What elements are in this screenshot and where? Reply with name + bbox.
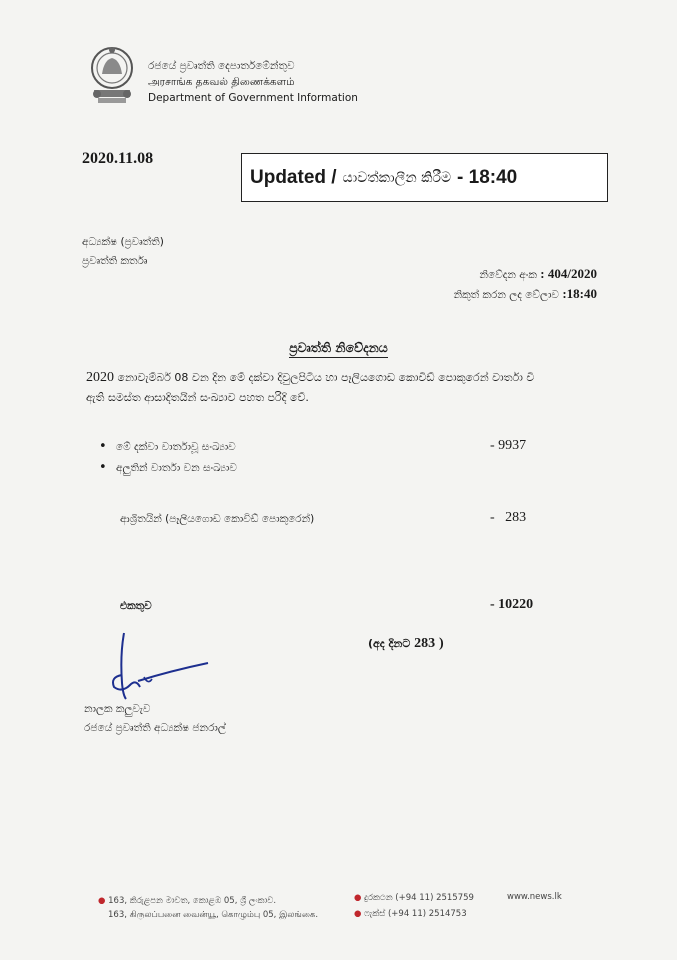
addressee-line-2: ප්‍රවෘත්ති කර්තෘ xyxy=(82,255,148,267)
issue-time-value: :18:40 xyxy=(562,286,597,301)
footer-website-link[interactable]: www.news.lk xyxy=(507,892,562,902)
sri-lanka-emblem-logo xyxy=(88,40,136,110)
stat-item-reported xyxy=(102,441,236,454)
department-name-english: Department of Government Information xyxy=(148,92,358,104)
stat-item-new xyxy=(102,462,237,475)
signature-image xyxy=(100,625,240,705)
issue-time-label: නිකුත් කරන ලද වේලාව xyxy=(453,289,559,301)
signatory-title: රජයේ ප්‍රවෘත්ති අධ්‍යක්ෂ ජනරාල් xyxy=(84,722,226,734)
updated-time: - 18:40 xyxy=(457,166,518,188)
signatory-name: නාලක කලුවැව xyxy=(84,703,151,715)
updated-label-sinhala: යාවත්කාලීන කිරීම xyxy=(342,169,452,186)
stat-reported-value: - 9937 xyxy=(490,438,527,453)
bullet-dot-icon: ● xyxy=(354,909,362,919)
notice-number-value: : 404/2020 xyxy=(540,266,597,281)
notice-number-label: නිවේදන අංක xyxy=(479,269,537,281)
stat-new-label: අලුතින් වාර්තා වන සංඛ්‍යාව xyxy=(116,462,237,474)
stat-today-label: (අද දිනට xyxy=(368,637,411,650)
department-name-sinhala: රජයේ ප්‍රවෘත්ති දෙපාර්තමේන්තුව xyxy=(148,60,295,72)
bullet-dot-icon: ● xyxy=(98,896,106,906)
stat-today-row xyxy=(368,636,444,652)
footer-address-tamil: 163, கிருலப்பனை வைன்யூ, கொழும்பு 05, இலங்கை. xyxy=(108,910,319,920)
paragraph-line-1: නොවැම්බර් 08 වන දින මේ දක්වා දිවුලපිටිය හා පෑලියගොඩ කොවිඩ් පොකුරෙන් වාර්තා වී xyxy=(117,371,535,384)
stat-today-close: ) xyxy=(438,636,444,651)
paragraph-year: 2020 xyxy=(86,370,114,385)
stat-total-label: එකතුව xyxy=(120,600,152,612)
stat-contacts-label: ආශ්‍රිතයින් (පෑලියගොඩ කොවිඩ් පොකුරෙන්) xyxy=(120,513,315,525)
updated-label: Updated / xyxy=(250,166,337,188)
updated-time-box xyxy=(241,153,608,202)
document-title: ප්‍රවෘත්ති නිවේදනය xyxy=(0,340,677,356)
issue-time-row xyxy=(454,286,597,302)
fax-label: ෆැක්ස් xyxy=(364,909,386,919)
stat-total-value: - 10220 xyxy=(490,597,534,612)
bullet-dot-icon: ● xyxy=(354,893,362,903)
stat-today-value: 283 xyxy=(414,636,436,651)
paragraph-line-2: ඇති සමස්ත ආසාදිතයින් සංඛ්‍යාව පහත පරිදි වේ. xyxy=(86,391,309,404)
intro-paragraph xyxy=(86,368,606,408)
notice-number-row xyxy=(480,266,597,282)
department-name-tamil: அரசாங்க தகவல் திணைக்களம் xyxy=(148,76,295,88)
footer-telephone xyxy=(354,893,474,903)
stat-reported-label: මේ දක්වා වාර්තාවූ සංඛ්‍යාව xyxy=(116,441,236,453)
telephone-number: (+94 11) 2515759 xyxy=(395,893,474,903)
telephone-label: දුරකථන xyxy=(364,893,393,903)
addressee-line-1: අධ්‍යක්ෂ (ප්‍රවෘත්ති) xyxy=(82,236,164,248)
footer-address-sinhala: ● 163, කිරුළපන මාවත, කොළඹ 05, ශ්‍රී ලංකාව. xyxy=(98,896,277,906)
document-date: 2020.11.08 xyxy=(82,150,154,167)
fax-number: (+94 11) 2514753 xyxy=(387,909,467,919)
stat-contacts-value: - 283 xyxy=(490,510,527,525)
footer-fax xyxy=(354,909,467,919)
